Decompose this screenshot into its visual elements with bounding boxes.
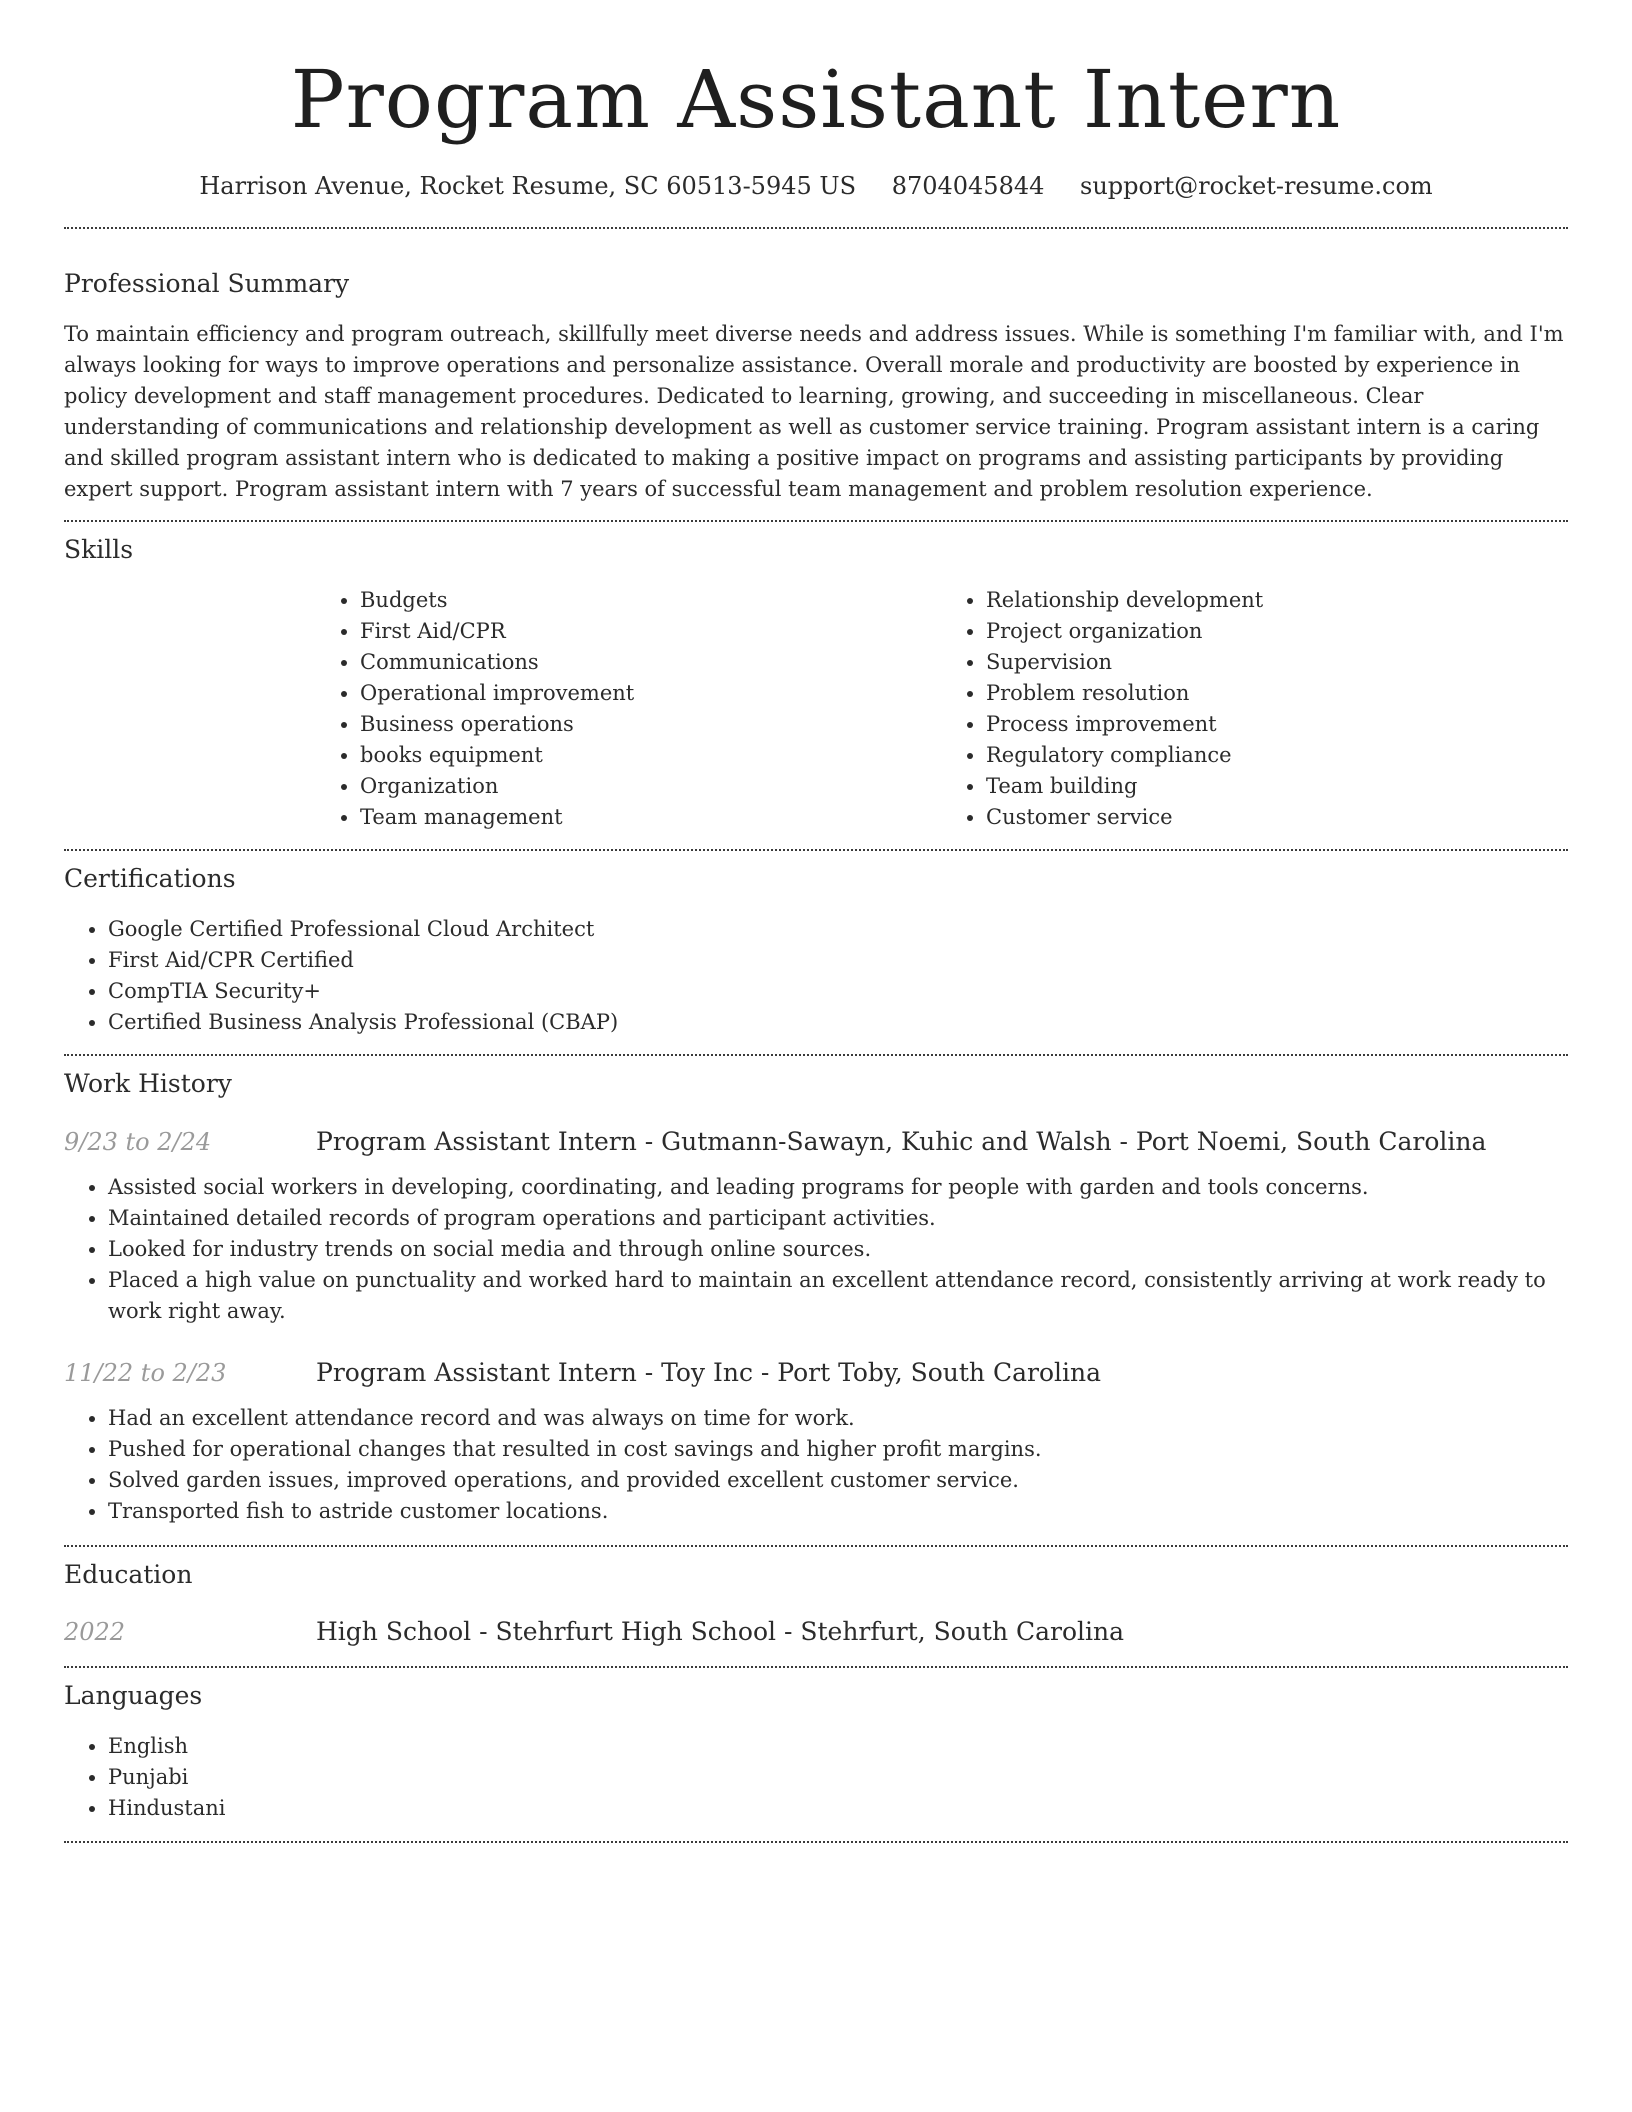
certification-item: • CompTIA Security+ (108, 976, 1568, 1007)
job-header (64, 1357, 1568, 1389)
skills-list-right (942, 585, 1568, 833)
skill-item: • Team management (360, 802, 942, 833)
certifications-list (64, 914, 1568, 1038)
skill-item: • Operational improvement (360, 678, 942, 709)
language-item: • Punjabi (108, 1762, 1568, 1793)
divider (64, 1054, 1568, 1056)
skills-section (64, 534, 1568, 833)
skill-item: • Process improvement (986, 709, 1568, 740)
job-bullet: • Transported fish to astride customer locations. (108, 1496, 1568, 1527)
skill-item: • Communications (360, 647, 942, 678)
contact-line (64, 170, 1568, 202)
section-title-certifications: Certifications (64, 864, 236, 893)
address: Harrison Avenue, Rocket Resume, SC 60513-5945 US (199, 172, 857, 200)
job-entry (64, 1357, 1568, 1527)
skill-item: • Supervision (986, 647, 1568, 678)
section-title-summary: Professional Summary (64, 269, 350, 298)
skill-item: • Customer service (986, 802, 1568, 833)
education-entry (64, 1616, 1568, 1648)
divider (64, 1545, 1568, 1547)
languages-list (64, 1731, 1568, 1824)
divider (64, 1841, 1568, 1843)
job-bullet: • Pushed for operational changes that resulted in cost savings and higher profit margins. (108, 1434, 1568, 1465)
summary-text: To maintain efficiency and program outreach, skillfully meet diverse needs and address issues. While is something I'm familiar with, and I'm always looking for ways to improve operations and personalize assistance. Overall morale and productivity are boosted by experience in policy development and staff management procedures. Dedicated to learning, growing, and succeeding in miscellaneous. Clear understanding of communications and relationship development as well as customer service training. Program assistant intern is a caring and skilled program assistant intern who is dedicated to making a positive impact on programs and assisting participants by providing expert support. Program assistant intern with 7 years of successful team management and problem resolution experience. (64, 322, 1564, 501)
languages-section (64, 1680, 1568, 1824)
skill-item: • First Aid/CPR (360, 616, 942, 647)
skill-item: • Budgets (360, 585, 942, 616)
section-title-work-history: Work History (64, 1069, 232, 1098)
skill-item: • Project organization (986, 616, 1568, 647)
job-bullets (64, 1172, 1568, 1327)
job-bullet: • Placed a high value on punctuality and worked hard to maintain an excellent attendance record, consistently arriving at work ready to work right away. (108, 1265, 1568, 1327)
certification-item: • Certified Business Analysis Professional (CBAP) (108, 1007, 1568, 1038)
job-bullet: • Maintained detailed records of program operations and participant activities. (108, 1203, 1568, 1234)
phone: 8704045844 (891, 172, 1045, 200)
work-history-section (64, 1068, 1568, 1527)
skill-item: • books equipment (360, 740, 942, 771)
skills-columns (316, 585, 1568, 833)
job-bullet: • Had an excellent attendance record and was always on time for work. (108, 1403, 1568, 1434)
job-dates: 11/22 to 2/23 (64, 1359, 227, 1387)
certifications-section (64, 863, 1568, 1038)
job-bullet: • Solved garden issues, improved operations, and provided excellent customer service. (108, 1465, 1568, 1496)
certification-item: • Google Certified Professional Cloud Architect (108, 914, 1568, 945)
section-title-education: Education (64, 1560, 193, 1589)
education-section (64, 1559, 1568, 1648)
divider (64, 1666, 1568, 1668)
education-title: High School - Stehrfurt High School - Stehrfurt, South Carolina (316, 1617, 1125, 1646)
divider (64, 849, 1568, 851)
certification-item: • First Aid/CPR Certified (108, 945, 1568, 976)
job-dates: 9/23 to 2/24 (64, 1128, 212, 1156)
skills-list-left (316, 585, 942, 833)
divider (64, 227, 1568, 229)
language-item: • English (108, 1731, 1568, 1762)
summary-section (64, 268, 1568, 505)
email: support@rocket-resume.com (1080, 172, 1433, 200)
job-title: Program Assistant Intern - Gutmann-Sawayn, Kuhic and Walsh - Port Noemi, South Carolina (316, 1127, 1487, 1156)
job-bullets (64, 1403, 1568, 1527)
candidate-name: Program Assistant Intern (290, 53, 1342, 146)
language-item: • Hindustani (108, 1793, 1568, 1824)
job-title: Program Assistant Intern - Toy Inc - Port Toby, South Carolina (316, 1358, 1101, 1387)
job-entry (64, 1126, 1568, 1327)
section-title-skills: Skills (64, 535, 134, 564)
skill-item: • Relationship development (986, 585, 1568, 616)
job-bullet: • Looked for industry trends on social media and through online sources. (108, 1234, 1568, 1265)
job-header (64, 1126, 1568, 1158)
skill-item: • Business operations (360, 709, 942, 740)
divider (64, 520, 1568, 522)
education-date: 2022 (64, 1618, 126, 1646)
skill-item: • Organization (360, 771, 942, 802)
skill-item: • Problem resolution (986, 678, 1568, 709)
job-bullet: • Assisted social workers in developing, coordinating, and leading programs for people with garden and tools concerns. (108, 1172, 1568, 1203)
skill-item: • Team building (986, 771, 1568, 802)
skill-item: • Regulatory compliance (986, 740, 1568, 771)
section-title-languages: Languages (64, 1681, 203, 1710)
